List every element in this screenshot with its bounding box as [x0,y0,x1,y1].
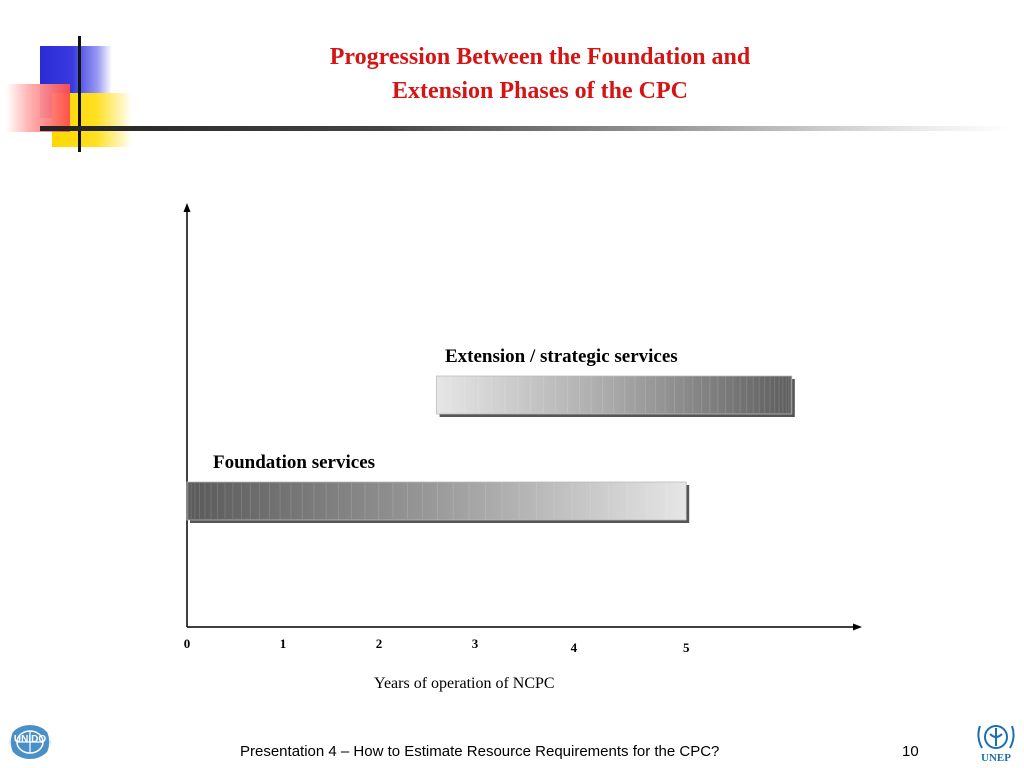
slide-title-line1: Progression Between the Foundation and [329,44,751,70]
bars-group [187,376,795,523]
x-tick-labels [184,636,690,655]
extension-services-bar [437,376,792,414]
extension-services-label: Extension / strategic services [445,346,678,367]
unido-logo-text: UNIDO [13,734,47,745]
x-tick-label: 1 [279,636,287,651]
progression-diagram [170,195,870,665]
x-tick-label: 2 [375,636,383,651]
corner-decoration [0,0,140,160]
title-underline-rule [40,126,1010,131]
unep-logo-text: UNEP [981,752,1011,764]
y-axis-arrow [184,203,191,212]
x-tick-label: 3 [471,636,479,651]
slide-title-line2: Extension Phases of the CPC [391,78,688,104]
red-square-decoration [6,84,70,132]
page-number: 10 [902,743,919,760]
foundation-services-label: Foundation services [213,452,376,473]
x-tick-label: 4 [570,640,578,655]
unep-emblem-icon [974,720,1018,754]
vertical-rule [78,36,81,152]
foundation-services-bar [187,482,686,520]
x-tick-label: 5 [682,640,690,655]
x-axis-label: Years of operation of NCPC [374,675,555,692]
x-axis-arrow [853,624,862,631]
slide-title [160,40,920,108]
footer-text: Presentation 4 – How to Estimate Resource Requirements for the CPC? [240,743,720,760]
x-tick-label: 0 [183,636,191,651]
